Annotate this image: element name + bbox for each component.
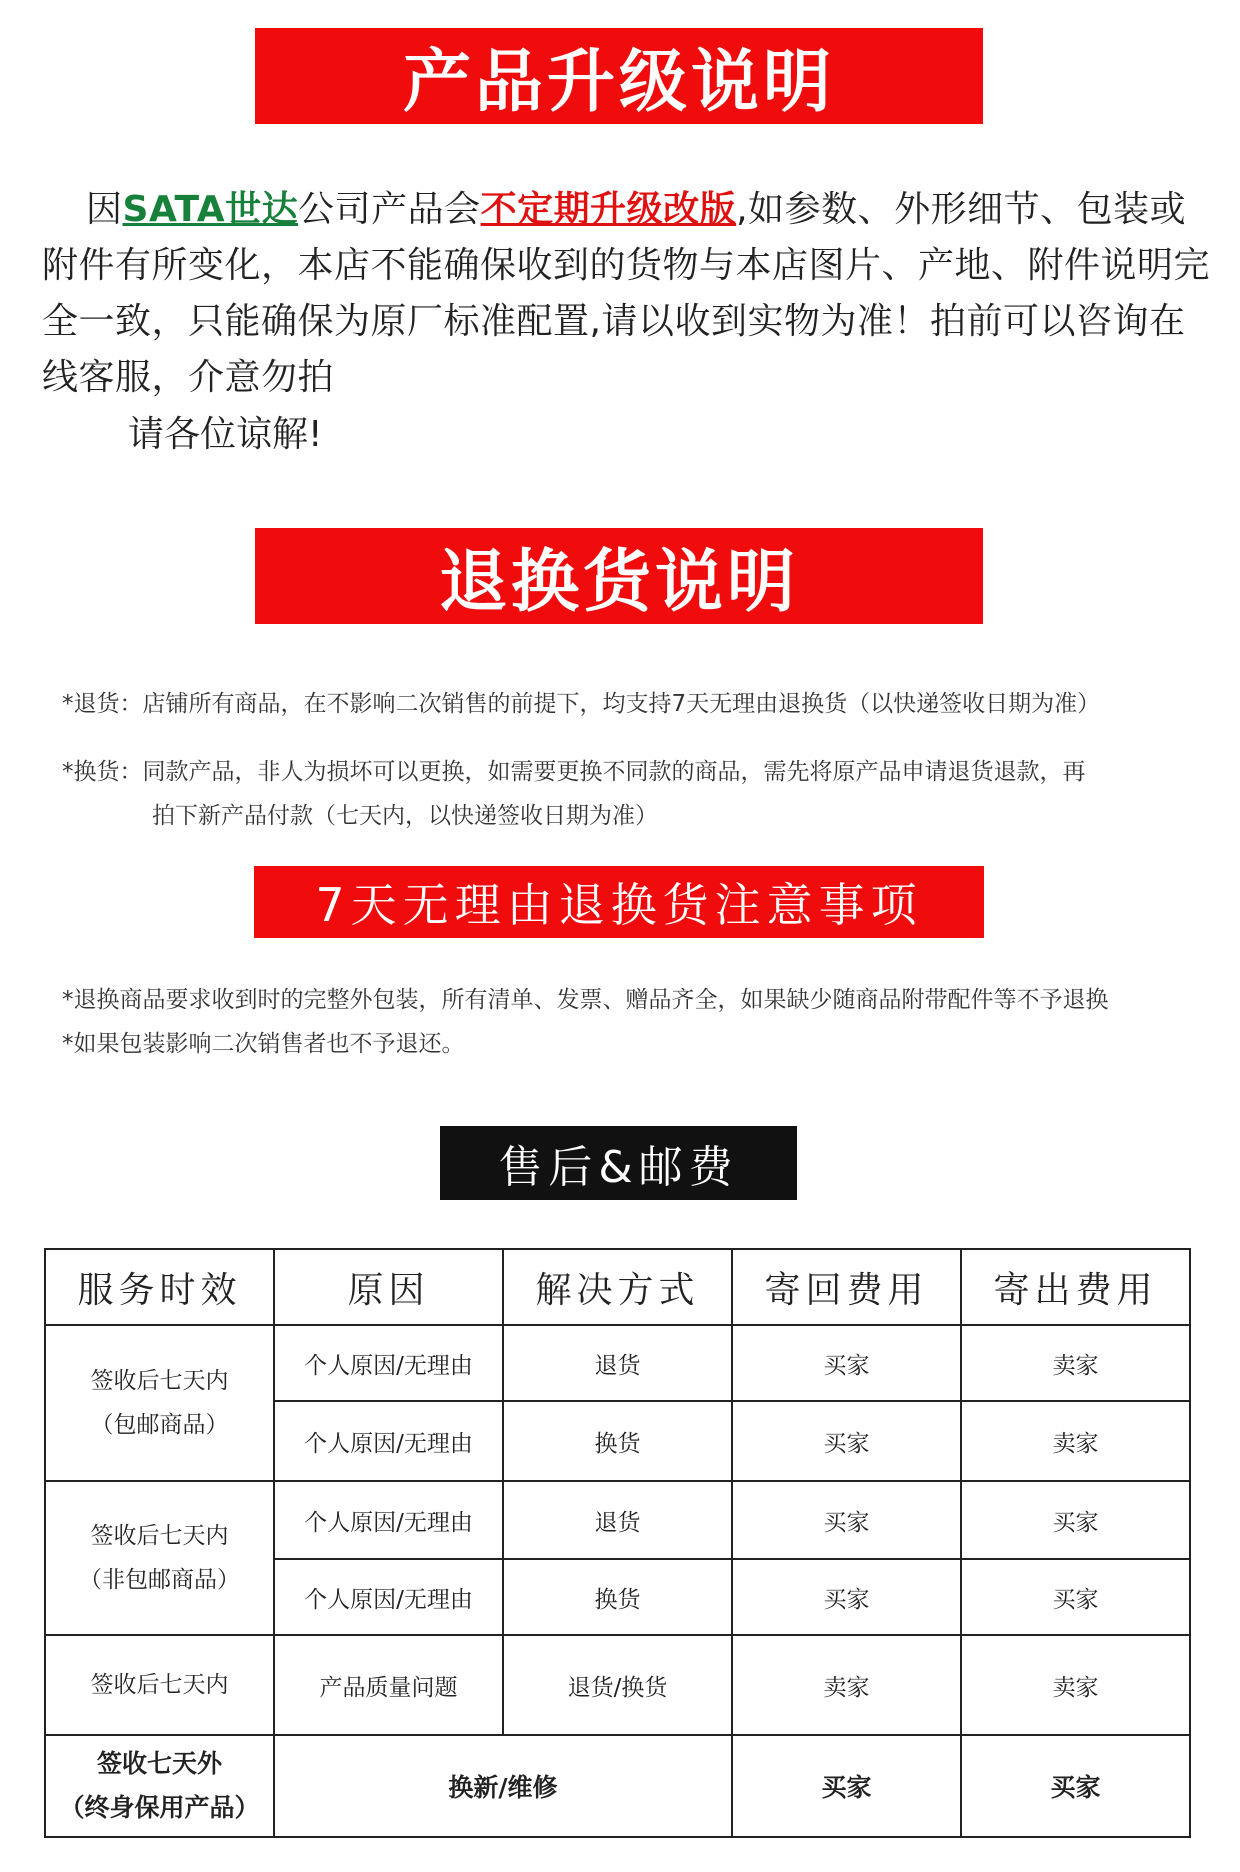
period-cell [45, 1635, 274, 1735]
table-row [45, 1325, 1190, 1401]
reason-cell: 个人原因/无理由 [274, 1401, 503, 1481]
solution-cell: 换货 [503, 1559, 732, 1635]
return-note: *退货：店铺所有商品，在不影响二次销售的前提下，均支持7天无理由退换货（以快递签收日期为准） [62, 691, 1101, 717]
solution-cell: 退货 [503, 1481, 732, 1559]
solution-cell: 换货 [503, 1401, 732, 1481]
table-header-row [45, 1249, 1190, 1325]
header-send-fee: 寄出费用 [961, 1249, 1190, 1325]
period-line1: 签收后七天内 [90, 1523, 229, 1549]
notice-title: 7天无理由退换货注意事项 [315, 878, 923, 932]
intro-lead: 因 [86, 189, 123, 230]
notice-banner [254, 866, 984, 938]
period-line1: 签收后七天内 [90, 1672, 229, 1698]
fees-title: 售后&邮费 [498, 1142, 739, 1193]
reason-cell: 个人原因/无理由 [274, 1325, 503, 1401]
header-reason: 原因 [274, 1249, 503, 1325]
header-solution: 解决方式 [503, 1249, 732, 1325]
reason-cell: 产品质量问题 [274, 1635, 503, 1735]
table-row [45, 1635, 1190, 1735]
return-fee-cell: 买家 [732, 1325, 961, 1401]
send-fee-cell: 买家 [961, 1735, 1190, 1837]
return-fee-cell: 卖家 [732, 1635, 961, 1735]
intro-rest: ,如参数、外形细节、包装或附件有所变化，本店不能确保收到的货物与本店图片、产地、附件说明完全一致，只能确保为原厂标准配置,请以收到实物为准！拍前可以咨询在线客服，介意勿拍 [42, 189, 1211, 398]
send-fee-cell: 买家 [961, 1559, 1190, 1635]
upgrade-title: 产品升级说明 [402, 42, 835, 122]
exchange-note-line1: *换货：同款产品，非人为损坏可以更换，如需要更换不同款的商品，需先将原产品申请退货退款，再 [62, 759, 1086, 785]
exchange-note [62, 750, 1086, 838]
period-line2: （非包邮商品） [79, 1567, 240, 1593]
upgrade-highlight: 不定期升级改版 [480, 189, 737, 230]
period-line2: （终身保用产品） [59, 1793, 260, 1822]
send-fee-cell: 卖家 [961, 1635, 1190, 1735]
exchange-note-line2: 拍下新产品付款（七天内，以快递签收日期为准） [152, 803, 658, 829]
return-fee-cell: 买家 [732, 1735, 961, 1837]
upgrade-paragraph [42, 182, 1212, 406]
table-row [45, 1481, 1190, 1559]
fees-banner [440, 1126, 797, 1200]
apology-text: 请各位谅解! [128, 414, 323, 455]
solution-cell: 退货/换货 [503, 1635, 732, 1735]
return-fee-cell: 买家 [732, 1481, 961, 1559]
period-cell [45, 1481, 274, 1635]
period-line1: 签收七天外 [96, 1749, 222, 1778]
header-return-fee: 寄回费用 [732, 1249, 961, 1325]
reason-solution-cell: 换新/维修 [274, 1735, 732, 1837]
return-banner [255, 528, 983, 624]
upgrade-banner [255, 28, 983, 124]
send-fee-cell: 买家 [961, 1481, 1190, 1559]
notice-line-2: *如果包装影响二次销售者也不予退还。 [62, 1031, 465, 1057]
send-fee-cell: 卖家 [961, 1325, 1190, 1401]
notice-line-1: *退换商品要求收到时的完整外包装，所有清单、发票、赠品齐全，如果缺少随商品附带配件等不予退换 [62, 987, 1109, 1013]
brand-name: SATA世达 [122, 189, 299, 230]
intro-mid: 公司产品会 [298, 189, 481, 230]
reason-cell: 个人原因/无理由 [274, 1481, 503, 1559]
solution-cell: 退货 [503, 1325, 732, 1401]
period-cell [45, 1735, 274, 1837]
period-cell [45, 1325, 274, 1481]
return-fee-cell: 买家 [732, 1401, 961, 1481]
reason-cell: 个人原因/无理由 [274, 1559, 503, 1635]
return-title: 退换货说明 [438, 542, 799, 622]
fees-table [44, 1248, 1191, 1838]
table-row [45, 1735, 1190, 1837]
send-fee-cell: 卖家 [961, 1401, 1190, 1481]
return-fee-cell: 买家 [732, 1559, 961, 1635]
header-period: 服务时效 [45, 1249, 274, 1325]
period-line1: 签收后七天内 [90, 1368, 229, 1394]
period-line2: （包邮商品） [90, 1412, 229, 1438]
